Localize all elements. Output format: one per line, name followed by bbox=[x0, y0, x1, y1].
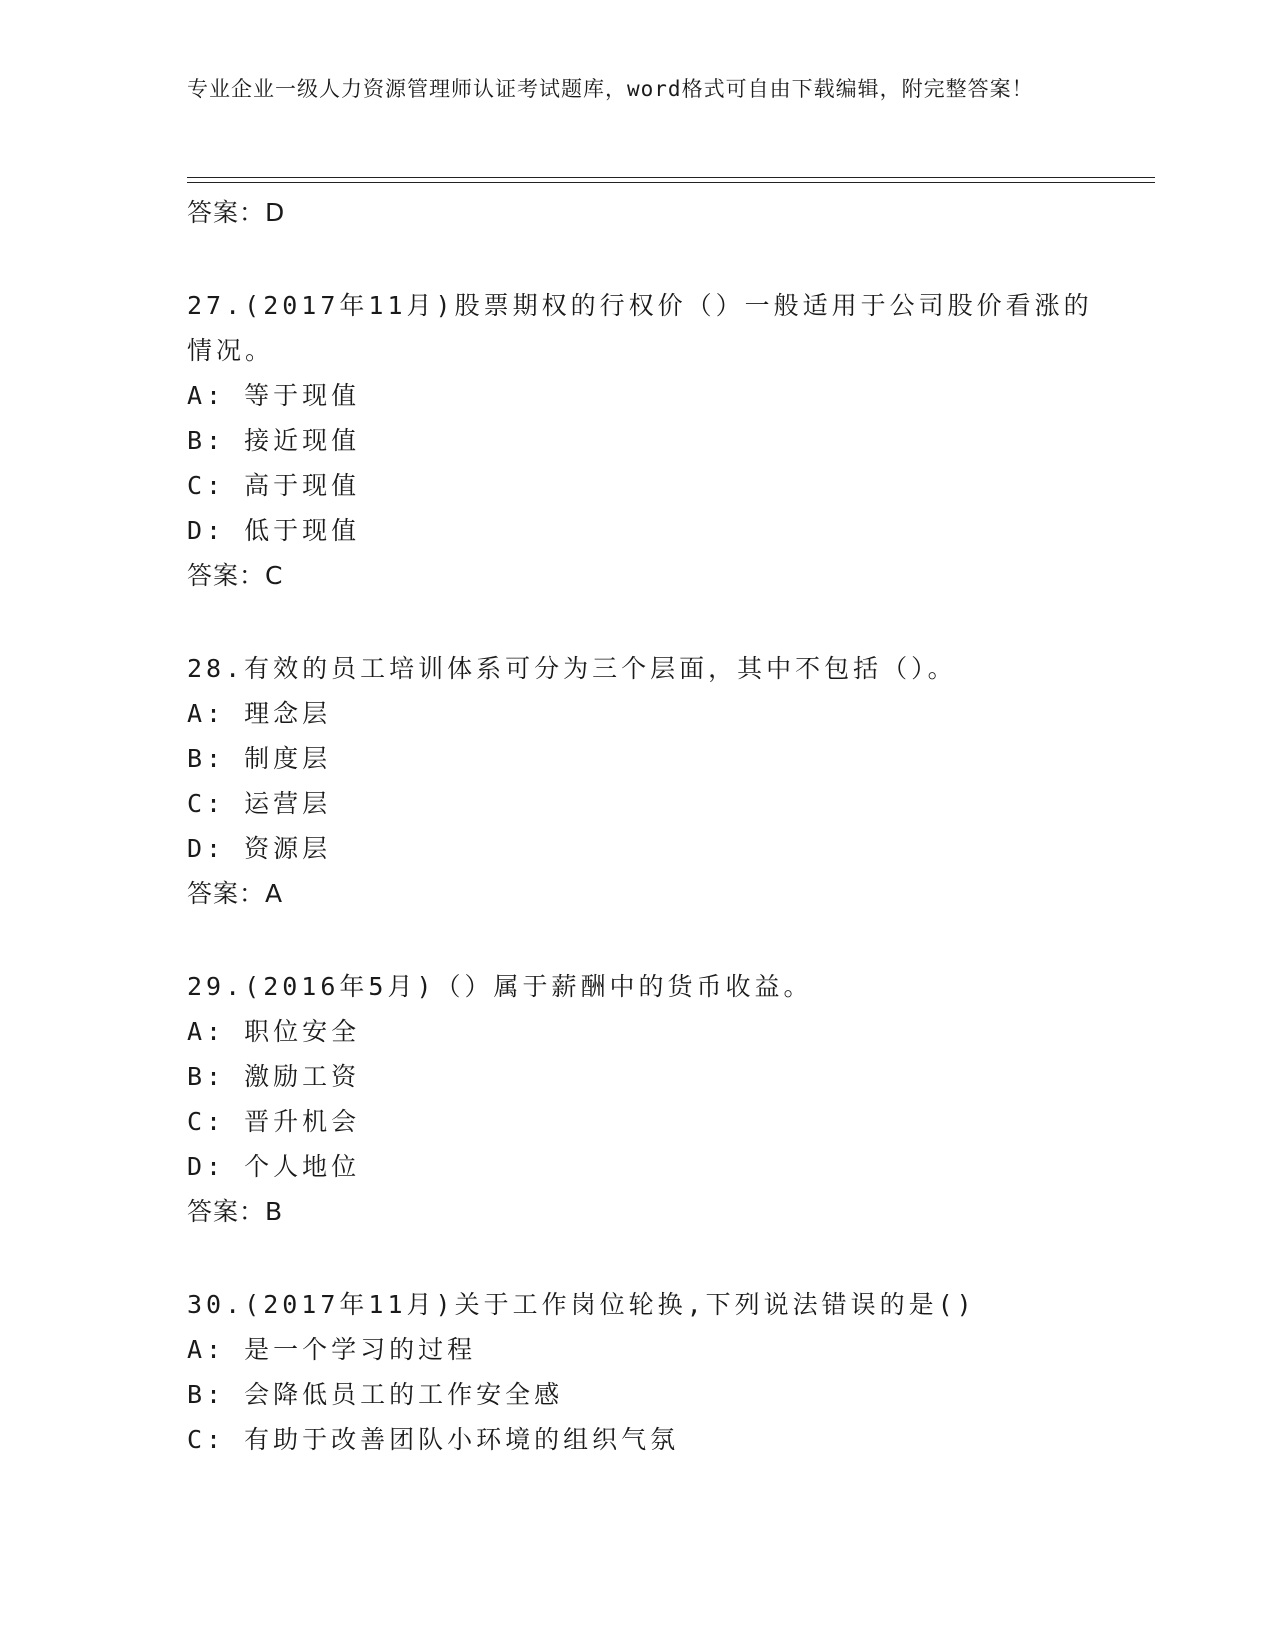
option-a: A: 是一个学习的过程 bbox=[187, 1335, 477, 1364]
previous-answer: 答案：D bbox=[187, 198, 286, 227]
option-b: B: 激励工资 bbox=[187, 1062, 361, 1091]
answer: 答案：B bbox=[187, 1197, 284, 1226]
question-text: 29.(2016年5月)（）属于薪酬中的货币收益。 bbox=[187, 972, 813, 1001]
question-list bbox=[187, 190, 1093, 1462]
header-rule-bottom bbox=[187, 182, 1155, 183]
answer: 答案：C bbox=[187, 561, 284, 590]
option-c: C: 有助于改善团队小环境的组织气氛 bbox=[187, 1425, 680, 1454]
option-a: A: 等于现值 bbox=[187, 381, 361, 410]
question-27 bbox=[187, 283, 1093, 598]
option-c: C: 运营层 bbox=[187, 789, 332, 818]
option-d: D: 个人地位 bbox=[187, 1152, 361, 1181]
question-text: 30.(2017年11月)关于工作岗位轮换,下列说法错误的是() bbox=[187, 1290, 976, 1319]
question-text: 27.(2017年11月)股票期权的行权价（）一般适用于公司股价看涨的 bbox=[187, 291, 1093, 320]
answer: 答案：A bbox=[187, 879, 284, 908]
option-a: A: 职位安全 bbox=[187, 1017, 361, 1046]
option-b: B: 制度层 bbox=[187, 744, 332, 773]
question-text-continued: 情况。 bbox=[187, 336, 275, 365]
question-text: 28.有效的员工培训体系可分为三个层面，其中不包括（）。 bbox=[187, 654, 957, 683]
option-a: A: 理念层 bbox=[187, 699, 332, 728]
option-b: B: 接近现值 bbox=[187, 426, 361, 455]
document-header: 专业企业一级人力资源管理师认证考试题库，word格式可自由下载编辑，附完整答案！ bbox=[187, 77, 1034, 101]
question-30 bbox=[187, 1282, 1087, 1462]
option-b: B: 会降低员工的工作安全感 bbox=[187, 1380, 564, 1409]
option-c: C: 晋升机会 bbox=[187, 1107, 361, 1136]
option-d: D: 低于现值 bbox=[187, 516, 361, 545]
header-rule-top bbox=[187, 177, 1155, 178]
question-29 bbox=[187, 964, 1087, 1234]
option-d: D: 资源层 bbox=[187, 834, 332, 863]
question-28 bbox=[187, 646, 1087, 916]
option-c: C: 高于现值 bbox=[187, 471, 361, 500]
